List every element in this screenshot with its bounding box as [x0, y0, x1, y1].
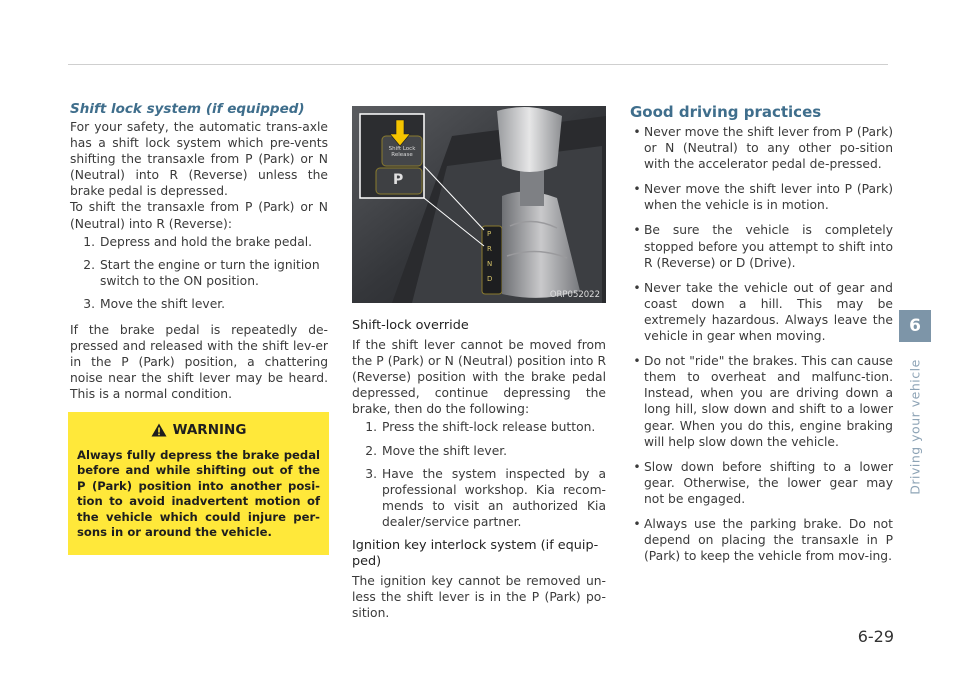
shift-lever-illustration [352, 106, 606, 303]
warning-text: Always fully depress the brake pedal before and while shifting out of the P (Park) position into another posi-tion to avoid inadvertent motion of the vehicle which could injure per-sons in or around the vehicle. [77, 448, 320, 540]
list-item: • Never move the shift lever into P (Park) when the vehicle is in motion. [633, 182, 893, 213]
list-item: • Never take the vehicle out of gear and coast down a hill. This may be extremely hazardous. Always leave the vehicle in gear when moving. [633, 280, 893, 344]
good-driving-list [630, 124, 893, 564]
chapter-label [903, 352, 927, 502]
step-number: 3. [83, 296, 95, 311]
step-text: Start the engine or turn the ignition switch to the ON position. [100, 257, 320, 288]
bullet-text: Never move the shift lever into P (Park) when the vehicle is in motion. [644, 182, 893, 213]
step-number: 1. [83, 234, 95, 249]
ignition-text: The ignition key cannot be removed un-less the shift lever is in the P (Park) po-sition. [352, 574, 606, 621]
step-number: 2. [365, 443, 377, 458]
step-text: Press the shift-lock release button. [382, 420, 596, 435]
shift-lock-note: If the brake pedal is repeatedly de-pressed and released with the shift lev-er in the P (Park) position, a chattering noise near the shift lever may be heard. This is a normal condition. [70, 323, 328, 402]
shift-lever-photo [352, 106, 606, 303]
good-driving-title: Good driving practices [630, 103, 822, 121]
gear-letter-d: D [487, 275, 493, 283]
ignition-title: Ignition key interlock system (if equip-ped) [352, 538, 599, 570]
chapter-label-text: Driving your vehicle [907, 359, 923, 495]
list-item: • Slow down before shifting to a lower gear. Otherwise, the lower gear may not be engaged. [633, 459, 893, 506]
list-item [70, 234, 328, 250]
list-item [70, 296, 328, 312]
bullet-text: Never take the vehicle out of gear and coast down a hill. This may be extremely hazardous. Always leave the vehicle in gear when moving. [644, 280, 893, 344]
page-number: 6-29 [857, 627, 894, 646]
bullet-text: Slow down before shifting to a lower gear. Otherwise, the lower gear may not be engaged. [644, 459, 893, 506]
shift-lock-steps [70, 234, 328, 312]
shift-lock-title: Shift lock system (if equipped) [70, 101, 305, 117]
warning-triangle-icon [151, 423, 167, 437]
park-label: P [393, 172, 404, 188]
bullet-text: Do not "ride" the brakes. This can cause them to overheat and malfunc-tion. Instead, when you are driving down a long hill, slow down and shift to a lower gear. When you do this, engine braking will help slow down the vehicle. [644, 354, 893, 449]
list-item: • Never move the shift lever from P (Park) or N (Neutral) to any other po-sition with the accelerator pedal de-pressed. [633, 125, 893, 172]
list-item [352, 419, 606, 435]
override-steps [352, 419, 606, 530]
bullet-text: Never move the shift lever from P (Park) or N (Neutral) to any other po-sition with the accelerator pedal de-pressed. [644, 125, 893, 172]
gear-letter-n: N [487, 260, 493, 268]
column-left [70, 100, 328, 403]
gear-letter-p: P [487, 230, 492, 238]
step-text: Move the shift lever. [382, 443, 508, 458]
list-item [352, 443, 606, 459]
release-button-label: Shift Lock Release [388, 146, 416, 158]
column-right [630, 100, 893, 573]
step-number: 3. [365, 466, 377, 481]
shift-lock-intro: For your safety, the automatic trans-axle has a shift lock system which pre-vents shifting the transaxle from P (Park) or N (Neutral) into R (Reverse) unless the brake pedal is depressed. [70, 120, 328, 199]
list-item: • Be sure the vehicle is completely stopped before you attempt to shift into R (Reverse) or D (Drive). [633, 223, 893, 270]
list-item: • Always use the parking brake. Do not depend on placing the transaxle in P (Park) to keep the vehicle from mov-ing. [633, 516, 893, 564]
list-item [70, 257, 328, 289]
step-text: Depress and hold the brake pedal. [100, 234, 313, 249]
override-intro: If the shift lever cannot be moved from the P (Park) or N (Neutral) position into R (Reverse) position with the brake pedal depressed, continue depressing the brake, then do the following: [352, 338, 606, 417]
step-text: Have the system inspected by a professional workshop. Kia recom-mends to visit an authorized Kia dealer/service partner. [382, 466, 606, 529]
bullet-text: Always use the parking brake. Do not depend on placing the transaxle in P (Park) to keep the vehicle from mov-ing. [644, 516, 893, 564]
bullet-text: Be sure the vehicle is completely stopped before you attempt to shift into R (Reverse) or D (Drive). [644, 223, 893, 270]
warning-box [68, 412, 329, 555]
warning-header [77, 422, 320, 438]
chapter-tab[interactable]: 6 [899, 310, 931, 342]
top-divider [68, 64, 888, 65]
image-code: ORP052022 [549, 290, 600, 300]
step-number: 1. [365, 420, 377, 435]
column-middle [352, 318, 606, 621]
warning-title: WARNING [172, 422, 247, 438]
override-title: Shift-lock override [352, 318, 469, 333]
list-item [352, 466, 606, 530]
shift-lock-to-shift: To shift the transaxle from P (Park) or N (Neutral) into R (Reverse): [70, 200, 328, 231]
gear-letter-r: R [487, 245, 492, 253]
step-number: 2. [83, 257, 95, 272]
step-text: Move the shift lever. [100, 296, 226, 311]
list-item: • Do not "ride" the brakes. This can cause them to overheat and malfunc-tion. Instead, when you are driving down a long hill, slow down and shift to a lower gear. When you do this, engine braking will help slow down the vehicle. [633, 354, 893, 449]
